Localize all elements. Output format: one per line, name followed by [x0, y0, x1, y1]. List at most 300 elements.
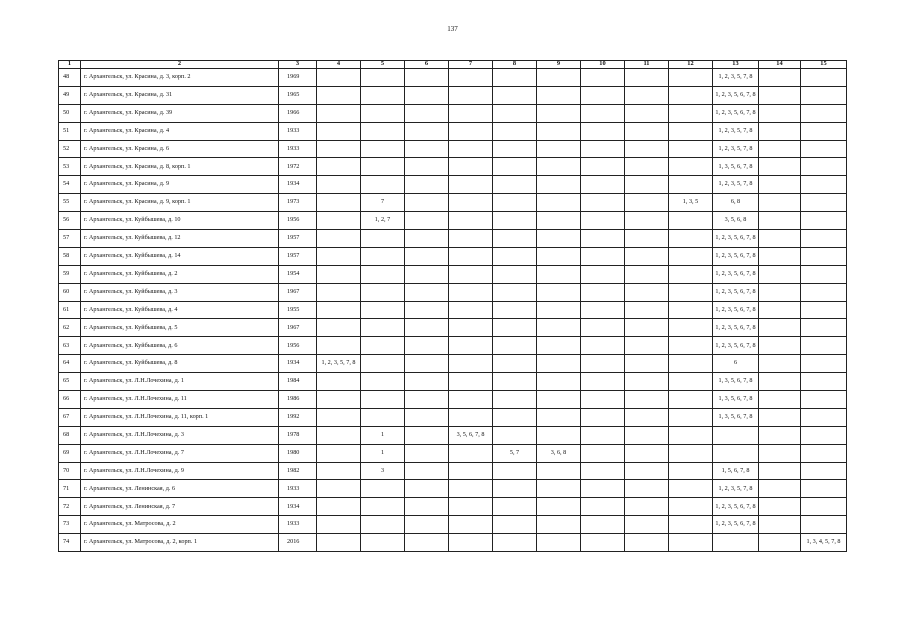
table-cell-col-5: 7 [361, 194, 405, 212]
table-cell-col-7 [449, 247, 493, 265]
table-cell-col-8 [493, 283, 537, 301]
table-cell-col-1: 53 [59, 158, 81, 176]
table-cell-col-2: г. Архангельск, ул. Куйбышева, д. 3 [81, 283, 279, 301]
table-cell-col-9 [537, 104, 581, 122]
table-cell-col-1: 63 [59, 337, 81, 355]
table-cell-col-3: 1933 [279, 516, 317, 534]
table-cell-col-6 [405, 230, 449, 248]
table-cell-col-2: г. Архангельск, ул. Красина, д. 9 [81, 176, 279, 194]
table-cell-col-3: 1934 [279, 355, 317, 373]
table-cell-col-4: 1, 2, 3, 5, 7, 8 [317, 355, 361, 373]
table-cell-col-15 [801, 408, 847, 426]
column-header-13: 13 [713, 61, 759, 69]
table-cell-col-13: 1, 2, 3, 5, 7, 8 [713, 176, 759, 194]
table-row [59, 373, 847, 391]
table-cell-col-10 [581, 355, 625, 373]
table-cell-col-14 [759, 480, 801, 498]
table-cell-col-15 [801, 69, 847, 87]
table-cell-col-12 [669, 140, 713, 158]
table-cell-col-4 [317, 337, 361, 355]
table-row [59, 283, 847, 301]
table-cell-col-2: г. Архангельск, ул. Ленинская, д. 7 [81, 498, 279, 516]
table-cell-col-10 [581, 194, 625, 212]
table-cell-col-5: 1 [361, 426, 405, 444]
table-cell-col-3: 1956 [279, 337, 317, 355]
table-cell-col-13: 1, 2, 3, 5, 7, 8 [713, 480, 759, 498]
table-cell-col-5 [361, 337, 405, 355]
table-cell-col-15 [801, 426, 847, 444]
table-cell-col-15 [801, 212, 847, 230]
table-cell-col-13 [713, 534, 759, 552]
table-row [59, 516, 847, 534]
table-cell-col-15 [801, 265, 847, 283]
table-cell-col-2: г. Архангельск, ул. Красина, д. 4 [81, 122, 279, 140]
table-cell-col-7 [449, 86, 493, 104]
table-cell-col-10 [581, 444, 625, 462]
column-header-1: 1 [59, 61, 81, 69]
table-cell-col-12 [669, 444, 713, 462]
table-cell-col-7 [449, 444, 493, 462]
table-cell-col-15: 1, 3, 4, 5, 7, 8 [801, 534, 847, 552]
page-number: 137 [447, 25, 458, 33]
table-cell-col-1: 55 [59, 194, 81, 212]
table-cell-col-4 [317, 301, 361, 319]
table-cell-col-4 [317, 426, 361, 444]
table-cell-col-10 [581, 122, 625, 140]
table-row [59, 480, 847, 498]
table-cell-col-15 [801, 355, 847, 373]
table-cell-col-11 [625, 516, 669, 534]
table-cell-col-9 [537, 265, 581, 283]
table-cell-col-10 [581, 373, 625, 391]
table-cell-col-3: 2016 [279, 534, 317, 552]
table-cell-col-2: г. Архангельск, ул. Красина, д. 9, корп. 1 [81, 194, 279, 212]
table-cell-col-7 [449, 122, 493, 140]
table-cell-col-12 [669, 355, 713, 373]
table-row [59, 426, 847, 444]
table-cell-col-14 [759, 69, 801, 87]
table-cell-col-4 [317, 319, 361, 337]
table-cell-col-15 [801, 194, 847, 212]
table-cell-col-1: 66 [59, 391, 81, 409]
table-row [59, 337, 847, 355]
table-cell-col-3: 1980 [279, 444, 317, 462]
table-cell-col-13: 1, 2, 3, 5, 6, 7, 8 [713, 247, 759, 265]
table-cell-col-4 [317, 230, 361, 248]
table-cell-col-10 [581, 408, 625, 426]
table-cell-col-15 [801, 86, 847, 104]
table-cell-col-4 [317, 158, 361, 176]
table-cell-col-11 [625, 444, 669, 462]
table-cell-col-6 [405, 534, 449, 552]
table-cell-col-15 [801, 516, 847, 534]
table-cell-col-1: 64 [59, 355, 81, 373]
table-cell-col-4 [317, 373, 361, 391]
table-cell-col-14 [759, 444, 801, 462]
table-cell-col-7 [449, 355, 493, 373]
table-cell-col-7: 3, 5, 6, 7, 8 [449, 426, 493, 444]
table-cell-col-5 [361, 283, 405, 301]
table-cell-col-12 [669, 247, 713, 265]
table-cell-col-13: 6 [713, 355, 759, 373]
table-cell-col-13: 1, 3, 5, 6, 7, 8 [713, 408, 759, 426]
table-cell-col-10 [581, 391, 625, 409]
table-cell-col-4 [317, 86, 361, 104]
table-cell-col-5 [361, 158, 405, 176]
table-cell-col-3: 1969 [279, 69, 317, 87]
table-cell-col-6 [405, 301, 449, 319]
table-cell-col-9 [537, 247, 581, 265]
table-cell-col-1: 68 [59, 426, 81, 444]
table-cell-col-5 [361, 408, 405, 426]
table-cell-col-1: 49 [59, 86, 81, 104]
table-cell-col-8 [493, 498, 537, 516]
table-cell-col-13: 1, 2, 3, 5, 6, 7, 8 [713, 498, 759, 516]
table-row [59, 212, 847, 230]
table-cell-col-2: г. Архангельск, ул. Л.Н.Лочехина, д. 9 [81, 462, 279, 480]
table-cell-col-3: 1992 [279, 408, 317, 426]
table-cell-col-12 [669, 516, 713, 534]
table-cell-col-11 [625, 426, 669, 444]
table-cell-col-13: 1, 2, 3, 5, 6, 7, 8 [713, 283, 759, 301]
table-cell-col-5 [361, 122, 405, 140]
table-cell-col-13: 1, 2, 3, 5, 6, 7, 8 [713, 301, 759, 319]
table-cell-col-11 [625, 391, 669, 409]
table-cell-col-8 [493, 408, 537, 426]
table-cell-col-4 [317, 265, 361, 283]
table-cell-col-9 [537, 158, 581, 176]
table-cell-col-9 [537, 122, 581, 140]
table-cell-col-12 [669, 337, 713, 355]
table-cell-col-4 [317, 247, 361, 265]
column-header-6: 6 [405, 61, 449, 69]
table-cell-col-11 [625, 247, 669, 265]
table-cell-col-8 [493, 265, 537, 283]
table-cell-col-3: 1956 [279, 212, 317, 230]
table-cell-col-8 [493, 426, 537, 444]
table-cell-col-7 [449, 319, 493, 337]
table-cell-col-6 [405, 265, 449, 283]
table-cell-col-4 [317, 283, 361, 301]
table-cell-col-14 [759, 301, 801, 319]
table-cell-col-9 [537, 355, 581, 373]
table-cell-col-1: 57 [59, 230, 81, 248]
table-cell-col-9 [537, 391, 581, 409]
table-cell-col-13: 1, 2, 3, 5, 7, 8 [713, 122, 759, 140]
table-cell-col-12 [669, 534, 713, 552]
table-cell-col-1: 70 [59, 462, 81, 480]
table-cell-col-15 [801, 301, 847, 319]
table-cell-col-5 [361, 355, 405, 373]
table-cell-col-14 [759, 498, 801, 516]
table-cell-col-12 [669, 498, 713, 516]
table-cell-col-15 [801, 462, 847, 480]
table-cell-col-13 [713, 426, 759, 444]
table-cell-col-6 [405, 391, 449, 409]
table-cell-col-7 [449, 176, 493, 194]
table-cell-col-11 [625, 86, 669, 104]
table-cell-col-8 [493, 480, 537, 498]
table-cell-col-11 [625, 122, 669, 140]
table-cell-col-9 [537, 337, 581, 355]
table-cell-col-11 [625, 498, 669, 516]
table-cell-col-11 [625, 140, 669, 158]
column-header-10: 10 [581, 61, 625, 69]
table-cell-col-7 [449, 194, 493, 212]
table-cell-col-11 [625, 283, 669, 301]
table-cell-col-4 [317, 516, 361, 534]
table-cell-col-13: 1, 2, 3, 5, 6, 7, 8 [713, 319, 759, 337]
table-cell-col-3: 1967 [279, 283, 317, 301]
table-cell-col-1: 72 [59, 498, 81, 516]
table-cell-col-8 [493, 194, 537, 212]
table-cell-col-9 [537, 480, 581, 498]
table-cell-col-5 [361, 140, 405, 158]
table-cell-col-12 [669, 373, 713, 391]
table-cell-col-14 [759, 176, 801, 194]
housing-register-table [58, 60, 847, 552]
table-cell-col-11 [625, 104, 669, 122]
table-cell-col-14 [759, 408, 801, 426]
table-cell-col-12 [669, 212, 713, 230]
table-cell-col-14 [759, 230, 801, 248]
table-cell-col-11 [625, 319, 669, 337]
table-cell-col-10 [581, 516, 625, 534]
table-cell-col-13 [713, 444, 759, 462]
table-cell-col-8 [493, 391, 537, 409]
table-row [59, 444, 847, 462]
table-cell-col-1: 69 [59, 444, 81, 462]
table-cell-col-2: г. Архангельск, ул. Куйбышева, д. 4 [81, 301, 279, 319]
table-cell-col-8 [493, 230, 537, 248]
table-cell-col-9 [537, 140, 581, 158]
table-cell-col-3: 1933 [279, 122, 317, 140]
table-cell-col-10 [581, 534, 625, 552]
table-cell-col-8 [493, 122, 537, 140]
table-cell-col-5 [361, 69, 405, 87]
table-cell-col-8 [493, 176, 537, 194]
table-cell-col-7 [449, 69, 493, 87]
table-row [59, 498, 847, 516]
table-cell-col-14 [759, 158, 801, 176]
table-cell-col-5 [361, 104, 405, 122]
table-cell-col-11 [625, 176, 669, 194]
table-cell-col-5 [361, 176, 405, 194]
column-header-4: 4 [317, 61, 361, 69]
table-cell-col-14 [759, 247, 801, 265]
table-cell-col-10 [581, 283, 625, 301]
table-cell-col-1: 59 [59, 265, 81, 283]
table-cell-col-6 [405, 69, 449, 87]
table-cell-col-1: 48 [59, 69, 81, 87]
table-cell-col-6 [405, 319, 449, 337]
table-cell-col-2: г. Архангельск, ул. Красина, д. 31 [81, 86, 279, 104]
table-cell-col-14 [759, 104, 801, 122]
table-cell-col-15 [801, 140, 847, 158]
table-cell-col-7 [449, 104, 493, 122]
table-cell-col-11 [625, 480, 669, 498]
table-cell-col-10 [581, 230, 625, 248]
table-cell-col-7 [449, 283, 493, 301]
table-cell-col-10 [581, 426, 625, 444]
table-cell-col-3: 1934 [279, 176, 317, 194]
table-cell-col-11 [625, 534, 669, 552]
table-cell-col-5 [361, 230, 405, 248]
table-cell-col-3: 1972 [279, 158, 317, 176]
table-cell-col-7 [449, 391, 493, 409]
table-cell-col-3: 1954 [279, 265, 317, 283]
table-cell-col-7 [449, 265, 493, 283]
table-cell-col-1: 54 [59, 176, 81, 194]
table-cell-col-5 [361, 498, 405, 516]
table-cell-col-5 [361, 534, 405, 552]
table-cell-col-4 [317, 480, 361, 498]
table-cell-col-5 [361, 265, 405, 283]
table-cell-col-11 [625, 355, 669, 373]
table-cell-col-2: г. Архангельск, ул. Л.Н.Лочехина, д. 11, корп. 1 [81, 408, 279, 426]
table-cell-col-15 [801, 230, 847, 248]
column-header-8: 8 [493, 61, 537, 69]
table-cell-col-2: г. Архангельск, ул. Куйбышева, д. 14 [81, 247, 279, 265]
table-cell-col-7 [449, 140, 493, 158]
table-body [59, 69, 847, 552]
table-cell-col-15 [801, 319, 847, 337]
table-cell-col-12 [669, 176, 713, 194]
column-header-7: 7 [449, 61, 493, 69]
table-cell-col-3: 1933 [279, 140, 317, 158]
table-cell-col-13: 1, 2, 3, 5, 6, 7, 8 [713, 516, 759, 534]
table-cell-col-1: 74 [59, 534, 81, 552]
table-cell-col-4 [317, 104, 361, 122]
table-cell-col-15 [801, 498, 847, 516]
table-cell-col-10 [581, 86, 625, 104]
table-cell-col-6 [405, 462, 449, 480]
table-row [59, 462, 847, 480]
table-cell-col-9 [537, 86, 581, 104]
table-cell-col-7 [449, 373, 493, 391]
table-cell-col-15 [801, 480, 847, 498]
table-cell-col-4 [317, 122, 361, 140]
table-cell-col-12: 1, 3, 5 [669, 194, 713, 212]
table-cell-col-2: г. Архангельск, ул. Ленинская, д. 6 [81, 480, 279, 498]
table-cell-col-9 [537, 176, 581, 194]
table-cell-col-13: 1, 3, 5, 6, 7, 8 [713, 373, 759, 391]
table-cell-col-7 [449, 337, 493, 355]
table-row [59, 391, 847, 409]
table-cell-col-2: г. Архангельск, ул. Л.Н.Лочехина, д. 3 [81, 426, 279, 444]
table-cell-col-1: 65 [59, 373, 81, 391]
table-cell-col-13: 1, 3, 5, 6, 7, 8 [713, 158, 759, 176]
table-cell-col-6 [405, 516, 449, 534]
table-cell-col-12 [669, 158, 713, 176]
table-cell-col-1: 50 [59, 104, 81, 122]
table-cell-col-3: 1973 [279, 194, 317, 212]
table-cell-col-6 [405, 408, 449, 426]
table-cell-col-12 [669, 480, 713, 498]
table-cell-col-3: 1982 [279, 462, 317, 480]
table-cell-col-2: г. Архангельск, ул. Красина, д. 6 [81, 140, 279, 158]
table-cell-col-2: г. Архангельск, ул. Матросова, д. 2 [81, 516, 279, 534]
table-cell-col-3: 1984 [279, 373, 317, 391]
table-cell-col-6 [405, 158, 449, 176]
table-cell-col-9 [537, 69, 581, 87]
table-cell-col-6 [405, 355, 449, 373]
table-cell-col-11 [625, 462, 669, 480]
table-cell-col-12 [669, 426, 713, 444]
table-cell-col-1: 67 [59, 408, 81, 426]
table-row [59, 265, 847, 283]
table-cell-col-14 [759, 122, 801, 140]
table-cell-col-12 [669, 319, 713, 337]
table-cell-col-6 [405, 498, 449, 516]
table-row [59, 230, 847, 248]
table-cell-col-13: 1, 2, 3, 5, 7, 8 [713, 69, 759, 87]
table-cell-col-15 [801, 444, 847, 462]
table-cell-col-5 [361, 516, 405, 534]
table-cell-col-2: г. Архангельск, ул. Куйбышева, д. 5 [81, 319, 279, 337]
table-cell-col-5 [361, 373, 405, 391]
table-cell-col-7 [449, 480, 493, 498]
table-cell-col-15 [801, 247, 847, 265]
table-cell-col-10 [581, 301, 625, 319]
table-row [59, 301, 847, 319]
table-cell-col-10 [581, 480, 625, 498]
table-cell-col-6 [405, 176, 449, 194]
table-cell-col-12 [669, 69, 713, 87]
table-cell-col-15 [801, 373, 847, 391]
table-cell-col-8 [493, 319, 537, 337]
table-cell-col-8 [493, 301, 537, 319]
table-row [59, 534, 847, 552]
table-cell-col-3: 1957 [279, 230, 317, 248]
table-cell-col-14 [759, 212, 801, 230]
table-cell-col-14 [759, 462, 801, 480]
table-cell-col-6 [405, 247, 449, 265]
table-cell-col-3: 1934 [279, 498, 317, 516]
table-cell-col-9 [537, 534, 581, 552]
table-cell-col-1: 58 [59, 247, 81, 265]
table-cell-col-11 [625, 230, 669, 248]
table-cell-col-7 [449, 462, 493, 480]
table-cell-col-6 [405, 480, 449, 498]
table-cell-col-6 [405, 140, 449, 158]
table-cell-col-14 [759, 194, 801, 212]
table-cell-col-14 [759, 391, 801, 409]
table-cell-col-5 [361, 319, 405, 337]
table-cell-col-11 [625, 69, 669, 87]
table-cell-col-8 [493, 462, 537, 480]
table-cell-col-8 [493, 104, 537, 122]
table-cell-col-4 [317, 176, 361, 194]
table-cell-col-7 [449, 534, 493, 552]
table-row [59, 86, 847, 104]
table-row [59, 69, 847, 87]
table-cell-col-13: 6, 8 [713, 194, 759, 212]
table-cell-col-6 [405, 194, 449, 212]
table-cell-col-14 [759, 283, 801, 301]
table-cell-col-9 [537, 426, 581, 444]
table-cell-col-7 [449, 158, 493, 176]
table-cell-col-7 [449, 212, 493, 230]
table-cell-col-8 [493, 534, 537, 552]
column-header-11: 11 [625, 61, 669, 69]
table-cell-col-15 [801, 176, 847, 194]
table-cell-col-10 [581, 104, 625, 122]
table-cell-col-3: 1955 [279, 301, 317, 319]
column-header-5: 5 [361, 61, 405, 69]
table-cell-col-9 [537, 516, 581, 534]
table-cell-col-1: 56 [59, 212, 81, 230]
